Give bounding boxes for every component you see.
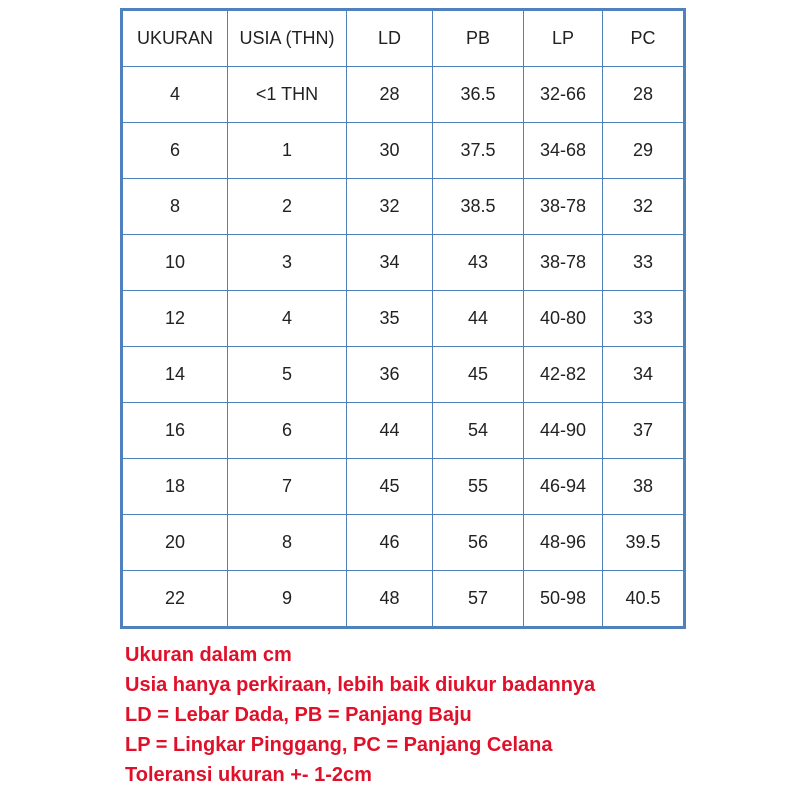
table-cell: 1 [228,123,347,179]
note-ld-pb-legend: LD = Lebar Dada, PB = Panjang Baju [125,704,472,726]
table-cell: 57 [433,571,524,628]
table-cell: 8 [122,179,228,235]
table-cell: 34 [347,235,433,291]
table-cell: 22 [122,571,228,628]
table-cell: 48 [347,571,433,628]
table-cell: 33 [603,291,685,347]
table-cell: 4 [228,291,347,347]
table-cell: 28 [347,67,433,123]
table-row [122,67,685,123]
table-cell: 55 [433,459,524,515]
table-row [122,459,685,515]
note-lp-pc-legend: LP = Lingkar Pinggang, PC = Panjang Celana [125,734,553,756]
header-cell-usia: USIA (THN) [228,10,347,67]
header-cell-ukuran: UKURAN [122,10,228,67]
table-cell: 40.5 [603,571,685,628]
table-row [122,179,685,235]
table-cell: 30 [347,123,433,179]
table-cell: 45 [433,347,524,403]
table-cell: 6 [122,123,228,179]
table-cell: 44 [433,291,524,347]
table-cell: 5 [228,347,347,403]
table-cell: 37 [603,403,685,459]
table-cell: 39.5 [603,515,685,571]
header-cell-ld: LD [347,10,433,67]
table-row [122,347,685,403]
table-cell: <1 THN [228,67,347,123]
table-cell: 50-98 [524,571,603,628]
table-cell: 29 [603,123,685,179]
table-cell: 32-66 [524,67,603,123]
size-notes [125,640,595,790]
header-cell-pc: PC [603,10,685,67]
table-cell: 54 [433,403,524,459]
size-chart-table [120,8,686,629]
table-header-row [122,10,685,67]
header-cell-lp: LP [524,10,603,67]
table-row [122,235,685,291]
table-cell: 18 [122,459,228,515]
table-cell: 7 [228,459,347,515]
table-cell: 10 [122,235,228,291]
table-cell: 45 [347,459,433,515]
table-cell: 46 [347,515,433,571]
table-cell: 6 [228,403,347,459]
table-cell: 38.5 [433,179,524,235]
table-cell: 4 [122,67,228,123]
table-row [122,291,685,347]
table-cell: 42-82 [524,347,603,403]
table-cell: 33 [603,235,685,291]
table-cell: 38-78 [524,179,603,235]
table-cell: 28 [603,67,685,123]
table-cell: 3 [228,235,347,291]
table-cell: 34 [603,347,685,403]
note-age-estimate: Usia hanya perkiraan, lebih baik diukur badannya [125,674,596,696]
table-cell: 44 [347,403,433,459]
table-cell: 16 [122,403,228,459]
table-row [122,403,685,459]
table-cell: 14 [122,347,228,403]
table-row [122,515,685,571]
table-cell: 38-78 [524,235,603,291]
table-cell: 34-68 [524,123,603,179]
table-cell: 37.5 [433,123,524,179]
table-cell: 32 [347,179,433,235]
table-cell: 32 [603,179,685,235]
note-tolerance: Toleransi ukuran +- 1-2cm [125,764,372,786]
table-row [122,571,685,628]
table-cell: 48-96 [524,515,603,571]
table-cell: 44-90 [524,403,603,459]
table-cell: 12 [122,291,228,347]
note-unit: Ukuran dalam cm [125,644,292,666]
table-cell: 36.5 [433,67,524,123]
table-cell: 9 [228,571,347,628]
table-cell: 20 [122,515,228,571]
table-cell: 43 [433,235,524,291]
header-cell-pb: PB [433,10,524,67]
table-cell: 36 [347,347,433,403]
table-cell: 56 [433,515,524,571]
table-cell: 8 [228,515,347,571]
table-cell: 35 [347,291,433,347]
table-row [122,123,685,179]
table-cell: 2 [228,179,347,235]
table-cell: 40-80 [524,291,603,347]
table-cell: 38 [603,459,685,515]
table-cell: 46-94 [524,459,603,515]
